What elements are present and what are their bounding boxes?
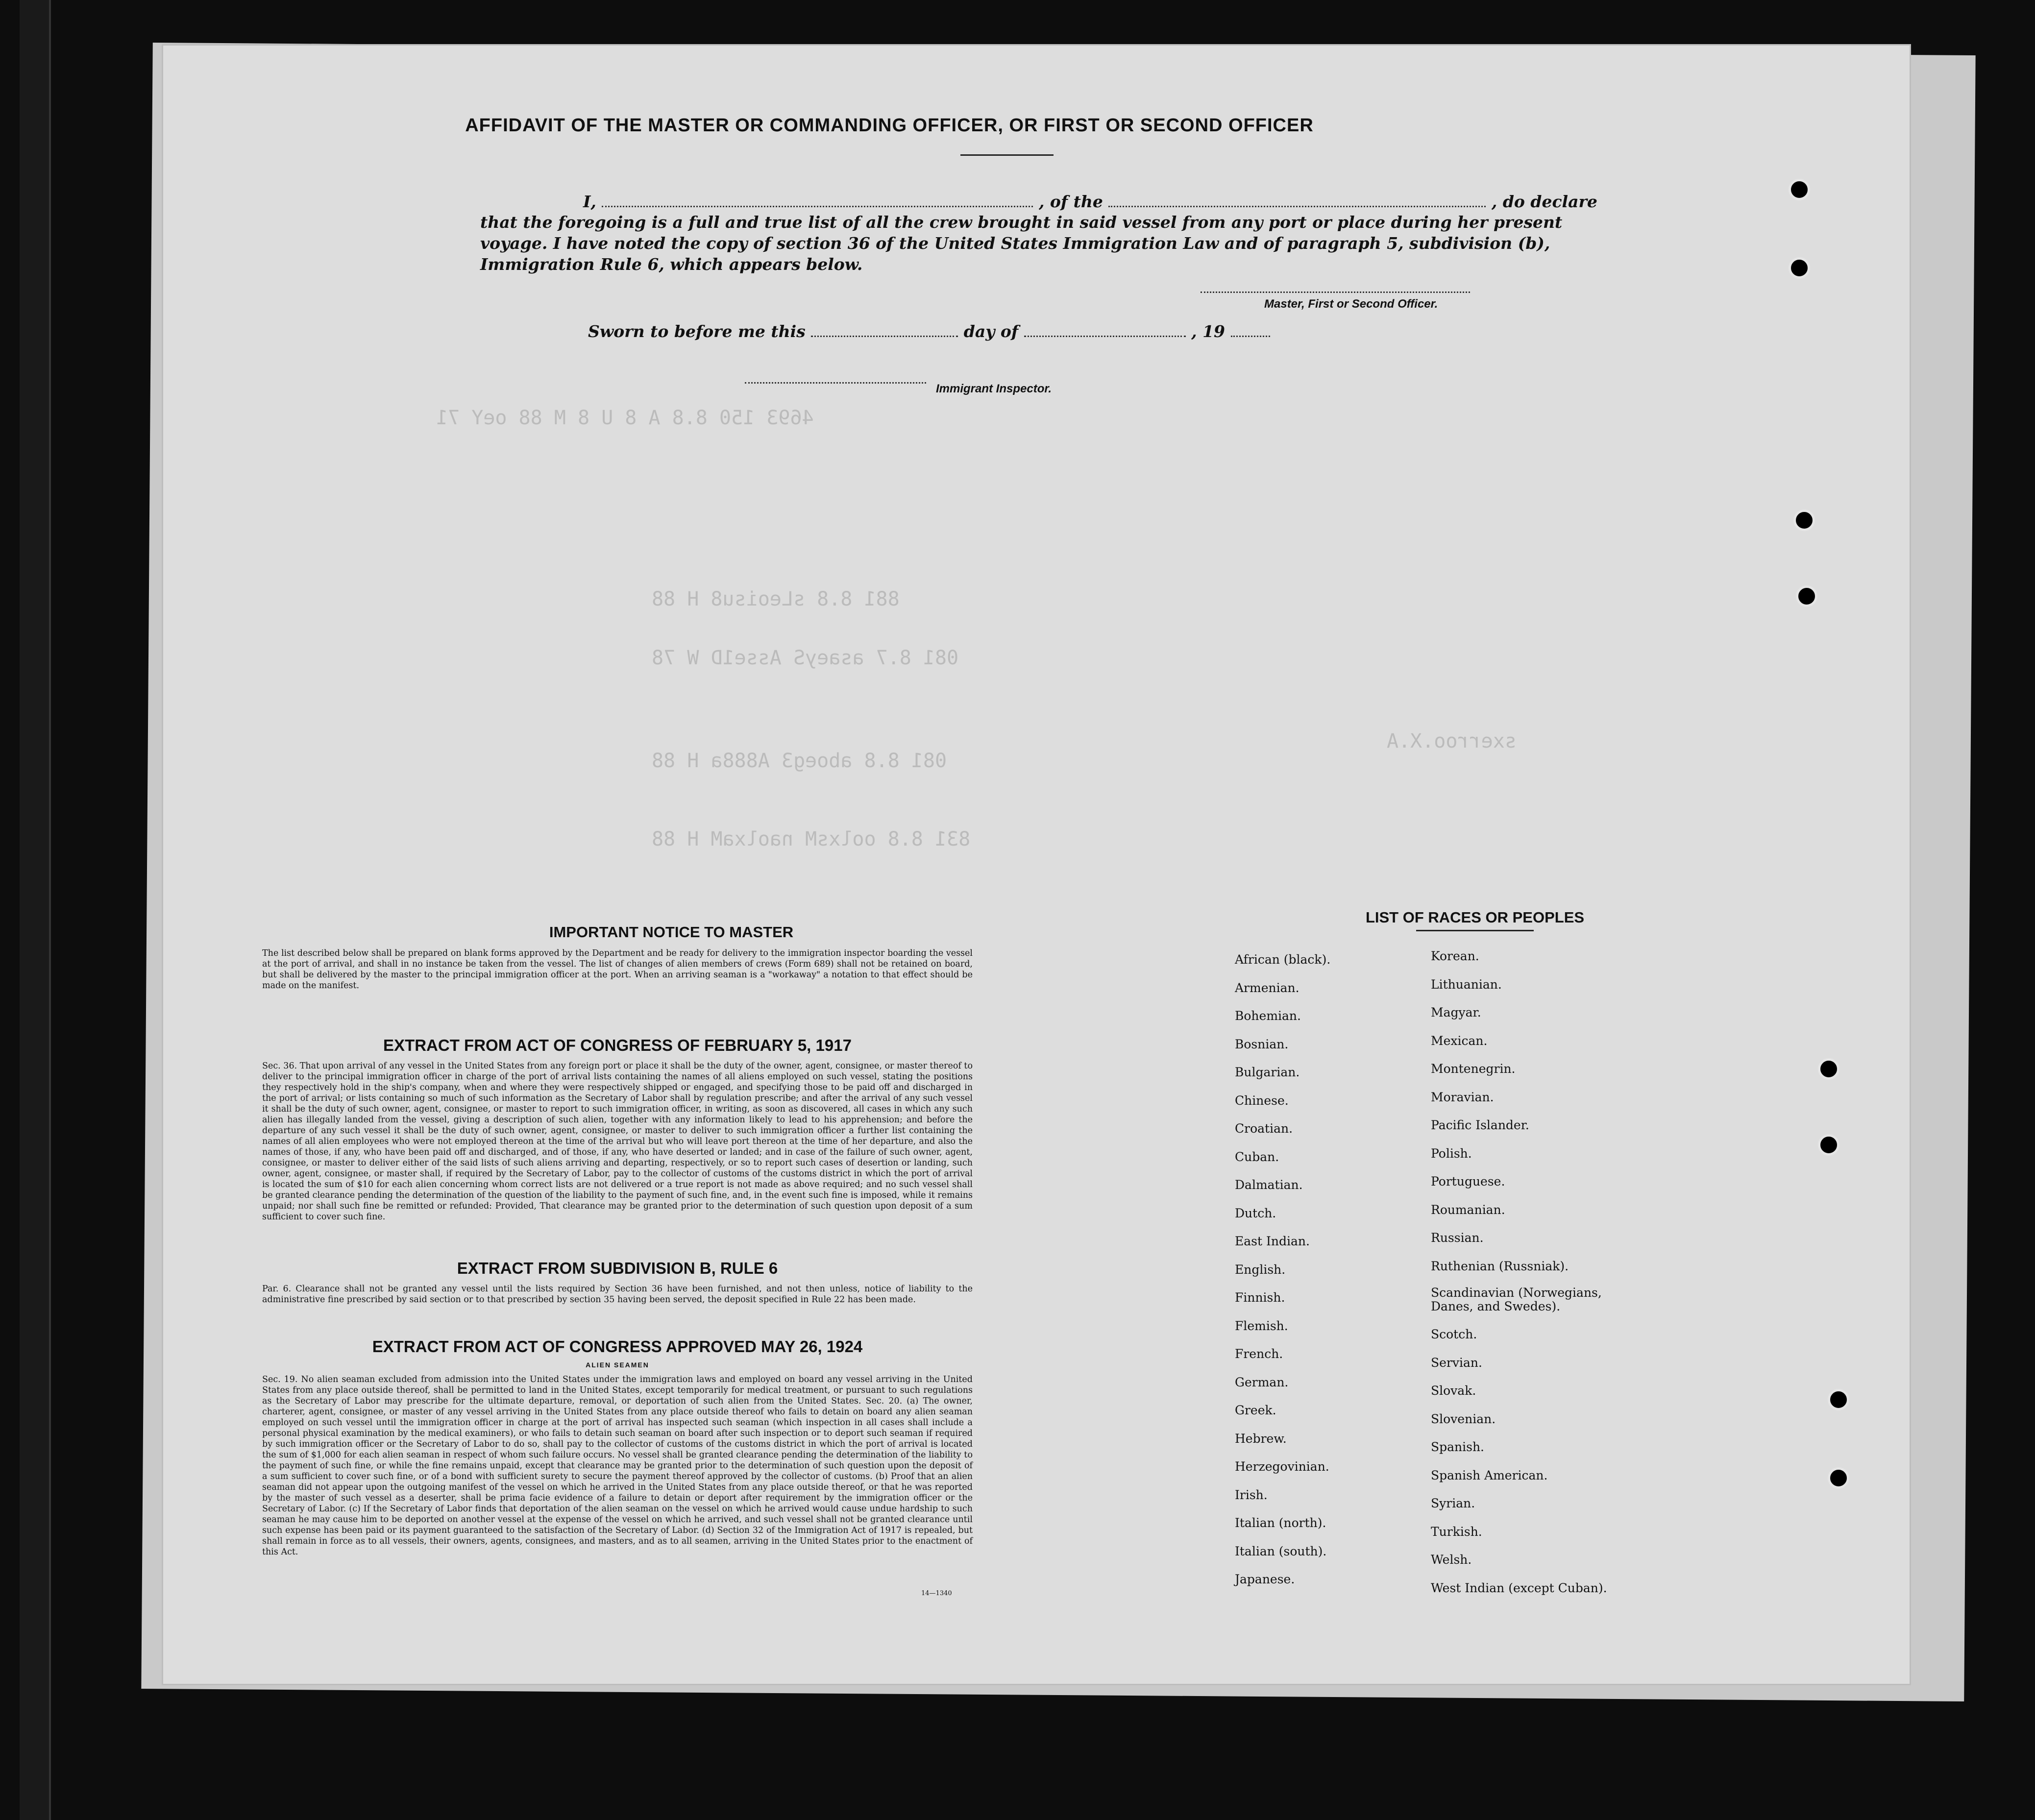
punch-hole	[1789, 257, 1810, 279]
sworn-year: , 19	[1191, 322, 1225, 341]
race-item: Greek.	[1235, 1403, 1276, 1417]
race-item: Russian.	[1431, 1231, 1484, 1245]
name-blank[interactable]	[602, 206, 1033, 207]
race-item: Hebrew.	[1235, 1431, 1287, 1446]
race-item: Bulgarian.	[1235, 1065, 1300, 1079]
race-item: Italian (south).	[1235, 1544, 1327, 1558]
race-item: Spanish American.	[1431, 1468, 1548, 1482]
race-item: French.	[1235, 1347, 1283, 1361]
race-item: Syrian.	[1431, 1496, 1475, 1510]
sworn-day-of: day of	[963, 322, 1019, 341]
race-item: Roumanian.	[1431, 1202, 1505, 1217]
race-item: Japanese.	[1235, 1572, 1295, 1586]
punch-hole	[1796, 585, 1817, 607]
signature-line[interactable]	[1201, 291, 1470, 293]
race-item: Moravian.	[1431, 1090, 1494, 1104]
race-item: Danes, and Swedes).	[1431, 1299, 1561, 1313]
race-item: Portuguese.	[1431, 1174, 1505, 1189]
race-item: Flemish.	[1235, 1318, 1288, 1333]
declaration-line-1	[583, 191, 1597, 213]
extract-1917-text: Sec. 36. That upon arrival of any vessel in the United States from any foreign port or place it shall be the duty of the owner, agent, consignee, or master thereof to deliver to the principal immigration officer in charge of the port of arrival lists containing the names of all aliens employed on such vessel, stating the positions they respectively hold in the ship's company, when and where they were respectively shipped or engaged, and specifying those to be paid off and discharged in the port of arrival; or lists containing so much of such information as the Secretary of Labor shall by regulation prescribe; and after the arrival of any such vessel it shall be the duty of such owner, agent, consignee, or master to report to such immigration officer, in writing, as soon as discovered, all cases in which any such alien has illegally landed from the vessel, giving a description of such alien, together with any information likely to lead to his apprehension; and before the departure of any such vessel it shall be the duty of such owner, agent, consignee, or master to deliver to such immigration officer a further list containing the names of all alien employees who were not employed thereon at the time of the arrival but who will leave port thereon at the time of her departure, and also the names of those, if any, who have been paid off and discharged, and of those, if any, who have deserted or landed; and in case of the failure of such owner, agent, consignee, or master to deliver either of the said lists of such aliens arriving and departing, respectively, or so to report such cases of desertion or landing, such owner, agent, consignee, or master shall, if required by the Secretary of Labor, pay to the collector of customs of the customs district in which the port of arrival is located the sum of $10 for each alien concerning whom correct lists are not delivered or a true report is not made as above required; and no such vessel shall be granted clearance pending the determination of the question of the liability to the payment of such fine, and, in the event such fine is imposed, while it remains unpaid; nor shall such fine be remitted or refunded: Provided, That clearance may be granted prior to the determination of such question upon deposit of a sum sufficient to cover such fine.	[262, 1061, 973, 1222]
race-item: Scandinavian (Norwegians,	[1431, 1286, 1602, 1300]
punch-hole	[1793, 510, 1815, 531]
heading-rule	[960, 154, 1054, 156]
punch-hole	[1828, 1389, 1849, 1410]
form-number: 14—1340	[921, 1590, 952, 1597]
race-item: Bosnian.	[1235, 1037, 1289, 1051]
race-item: Korean.	[1431, 949, 1479, 963]
race-item: Bohemian.	[1235, 1009, 1301, 1023]
inspector-signature-line[interactable]	[745, 382, 926, 384]
race-item: Chinese.	[1235, 1093, 1289, 1108]
race-item: German.	[1235, 1375, 1289, 1389]
extract-rule6-heading: EXTRACT FROM SUBDIVISION B, RULE 6	[457, 1259, 778, 1277]
notice-heading: IMPORTANT NOTICE TO MASTER	[549, 923, 794, 941]
bleed-through-text: 881 8.8 sLeoisu8 H 88	[652, 588, 900, 610]
extract-1924-heading: EXTRACT FROM ACT OF CONGRESS APPROVED MAY 26, 1924	[372, 1337, 863, 1356]
bleed-through-text: 081 8.7 asaeyS Asse1D W 78	[652, 647, 959, 669]
race-item: Pacific Islander.	[1431, 1118, 1529, 1132]
race-item: Magyar.	[1431, 1005, 1481, 1019]
punch-hole	[1818, 1134, 1839, 1156]
declaration-line-2: that the foregoing is a full and true list of all the crew brought in said vessel from any port or place during her present	[480, 213, 1563, 232]
race-item: Spanish.	[1431, 1440, 1485, 1454]
extract-1917-heading: EXTRACT FROM ACT OF CONGRESS OF FEBRUARY 5, 1917	[383, 1036, 852, 1054]
sworn-month-blank[interactable]	[1024, 336, 1186, 337]
race-item: Cuban.	[1235, 1149, 1279, 1164]
race-item: Welsh.	[1431, 1553, 1472, 1567]
bleed-through-text: 831 8.8 oolxsM naolxaM H 88	[652, 828, 971, 850]
sworn-line	[588, 321, 1270, 342]
races-heading: LIST OF RACES OR PEOPLES	[1365, 909, 1585, 926]
bleed-through-text: sxerroo.X.A	[1387, 730, 1517, 752]
declaration-line-3: voyage. I have noted the copy of section 36 of the United States Immigration Law and of paragraph 5, subdivision (b),	[480, 234, 1550, 253]
punch-hole	[1789, 179, 1810, 200]
declaration-do-declare: , do declare	[1491, 192, 1597, 211]
inspector-label: Immigrant Inspector.	[936, 382, 1052, 395]
punch-hole	[1818, 1058, 1839, 1080]
binder-spine	[20, 0, 51, 1820]
race-item: Italian (north).	[1235, 1516, 1326, 1530]
declaration-line-4: Immigration Rule 6, which appears below.	[480, 255, 863, 274]
race-item: African (black).	[1235, 952, 1331, 967]
document-page	[162, 44, 1911, 1685]
bleed-through-text: 4693 150 8.8 A 8 U 8 M 88 oeY 71	[436, 407, 814, 429]
race-item: Slovenian.	[1431, 1411, 1496, 1426]
punch-hole	[1828, 1467, 1849, 1489]
race-item: Croatian.	[1235, 1121, 1293, 1136]
races-column-2	[1431, 942, 1607, 1602]
race-item: Servian.	[1431, 1355, 1482, 1370]
race-item: Ruthenian (Russniak).	[1431, 1259, 1569, 1273]
extract-rule6-text: Par. 6. Clearance shall not be granted any vessel until the lists required by Section 36 have been furnished, and not then unless, notice of liability to the administrative fine prescribed by said section or to that prescribed by section 35 having been served, the deposit specified in Rule 22 has been made.	[262, 1284, 973, 1305]
race-item: Armenian.	[1235, 980, 1299, 995]
race-item: Finnish.	[1235, 1290, 1285, 1305]
race-item: Scotch.	[1431, 1327, 1477, 1341]
race-item: Montenegrin.	[1431, 1062, 1516, 1076]
races-heading-rule	[1416, 930, 1534, 931]
sworn-year-blank[interactable]	[1231, 336, 1270, 337]
declaration-i: I,	[583, 192, 596, 211]
notice-text: The list described below shall be prepared on blank forms approved by the Department and be ready for delivery to the immigration inspector boarding the vessel at the port of arrival, and shall in no instance be taken from the vessel. The list of changes of alien members of crews (Form 689) shall not be retained on board, but shall be delivered by the master to the principal immigration officer at the port. When an arriving seaman is a "workaway" a notation to that effect should be made on the manifest.	[262, 948, 973, 991]
race-item: East Indian.	[1235, 1234, 1310, 1248]
race-item: Polish.	[1431, 1146, 1472, 1161]
race-item: Irish.	[1235, 1487, 1268, 1502]
race-item: Dutch.	[1235, 1206, 1276, 1220]
race-item: Herzegovinian.	[1235, 1459, 1329, 1474]
vessel-blank[interactable]	[1108, 206, 1486, 207]
sworn-prefix: Sworn to before me this	[588, 322, 806, 341]
race-item: Dalmatian.	[1235, 1178, 1303, 1192]
races-column-1	[1235, 946, 1330, 1594]
alien-seamen-subheading: ALIEN SEAMEN	[586, 1361, 649, 1369]
extract-1924-text: Sec. 19. No alien seaman excluded from admission into the United States under the immigration laws and employed on board any vessel arriving in the United States from any place outside thereof, shall be permitted to land in the United States, except temporarily for medical treatment, or pursuant to such regulations as the Secretary of Labor may prescribe for the ultimate departure, removal, or deportation of such alien from the United States. Sec. 20. (a) The owner, charterer, agent, consignee, or master of any vessel arriving in the United States from any place outside thereof who fails to detain on board any alien seaman employed on such vessel until the immigration officer in charge at the port of arrival has inspected such seaman (which inspection in all cases shall include a personal physical examination by the medical examiners), or who fails to detain such seaman on board after such inspection or to deport such seaman if required by such immigration officer or the Secretary of Labor to do so, shall pay to the collector of customs of the customs district in which the port of arrival is located the sum of $1,000 for each alien seaman in respect of whom such failure occurs. No vessel shall be granted clearance pending the determination of the liability to the payment of such fine, or while the fine remains unpaid, except that clearance may be granted prior to the determination of such question upon the deposit of a sum sufficient to cover such fine, or of a bond with sufficient surety to secure the payment thereof approved by the collector of customs. (b) Proof that an alien seaman did not appear upon the outgoing manifest of the vessel on which he arrived in the United States from any place outside thereof, or that he was reported by the master of such vessel as a deserter, shall be prima facie evidence of a failure to detain or deport after requirement by the immigration officer or the Secretary of Labor. (c) If the Secretary of Labor finds that deportation of the alien seaman on the vessel on which he arrived would cause undue hardship to such seaman he may cause him to be deported on another vessel at the expense of the vessel on which he arrived, and such vessel shall not be granted clearance until such expense has been paid or its payment guaranteed to the satisfaction of the Secretary of Labor. (d) Section 32 of the Immigration Act of 1917 is repealed, but shall remain in force as to all vessels, their owners, agents, consignees, and masters, and as to all seamen, arriving in the United States prior to the enactment of this Act.	[262, 1375, 973, 1557]
race-item: English.	[1235, 1262, 1286, 1277]
race-item: Slovak.	[1431, 1383, 1476, 1398]
race-item: Turkish.	[1431, 1524, 1482, 1539]
affidavit-heading: AFFIDAVIT OF THE MASTER OR COMMANDING OFFICER, OR FIRST OR SECOND OFFICER	[465, 115, 1314, 136]
sworn-day-blank[interactable]	[811, 336, 958, 337]
race-item: Mexican.	[1431, 1033, 1488, 1048]
race-item: Lithuanian.	[1431, 977, 1502, 992]
race-item: West Indian (except Cuban).	[1431, 1580, 1607, 1595]
declaration-of-the: , of the	[1038, 192, 1103, 211]
signature-label: Master, First or Second Officer.	[1264, 297, 1438, 311]
bleed-through-text: 081 8.8 aboeg3 A888a H 88	[652, 750, 947, 772]
